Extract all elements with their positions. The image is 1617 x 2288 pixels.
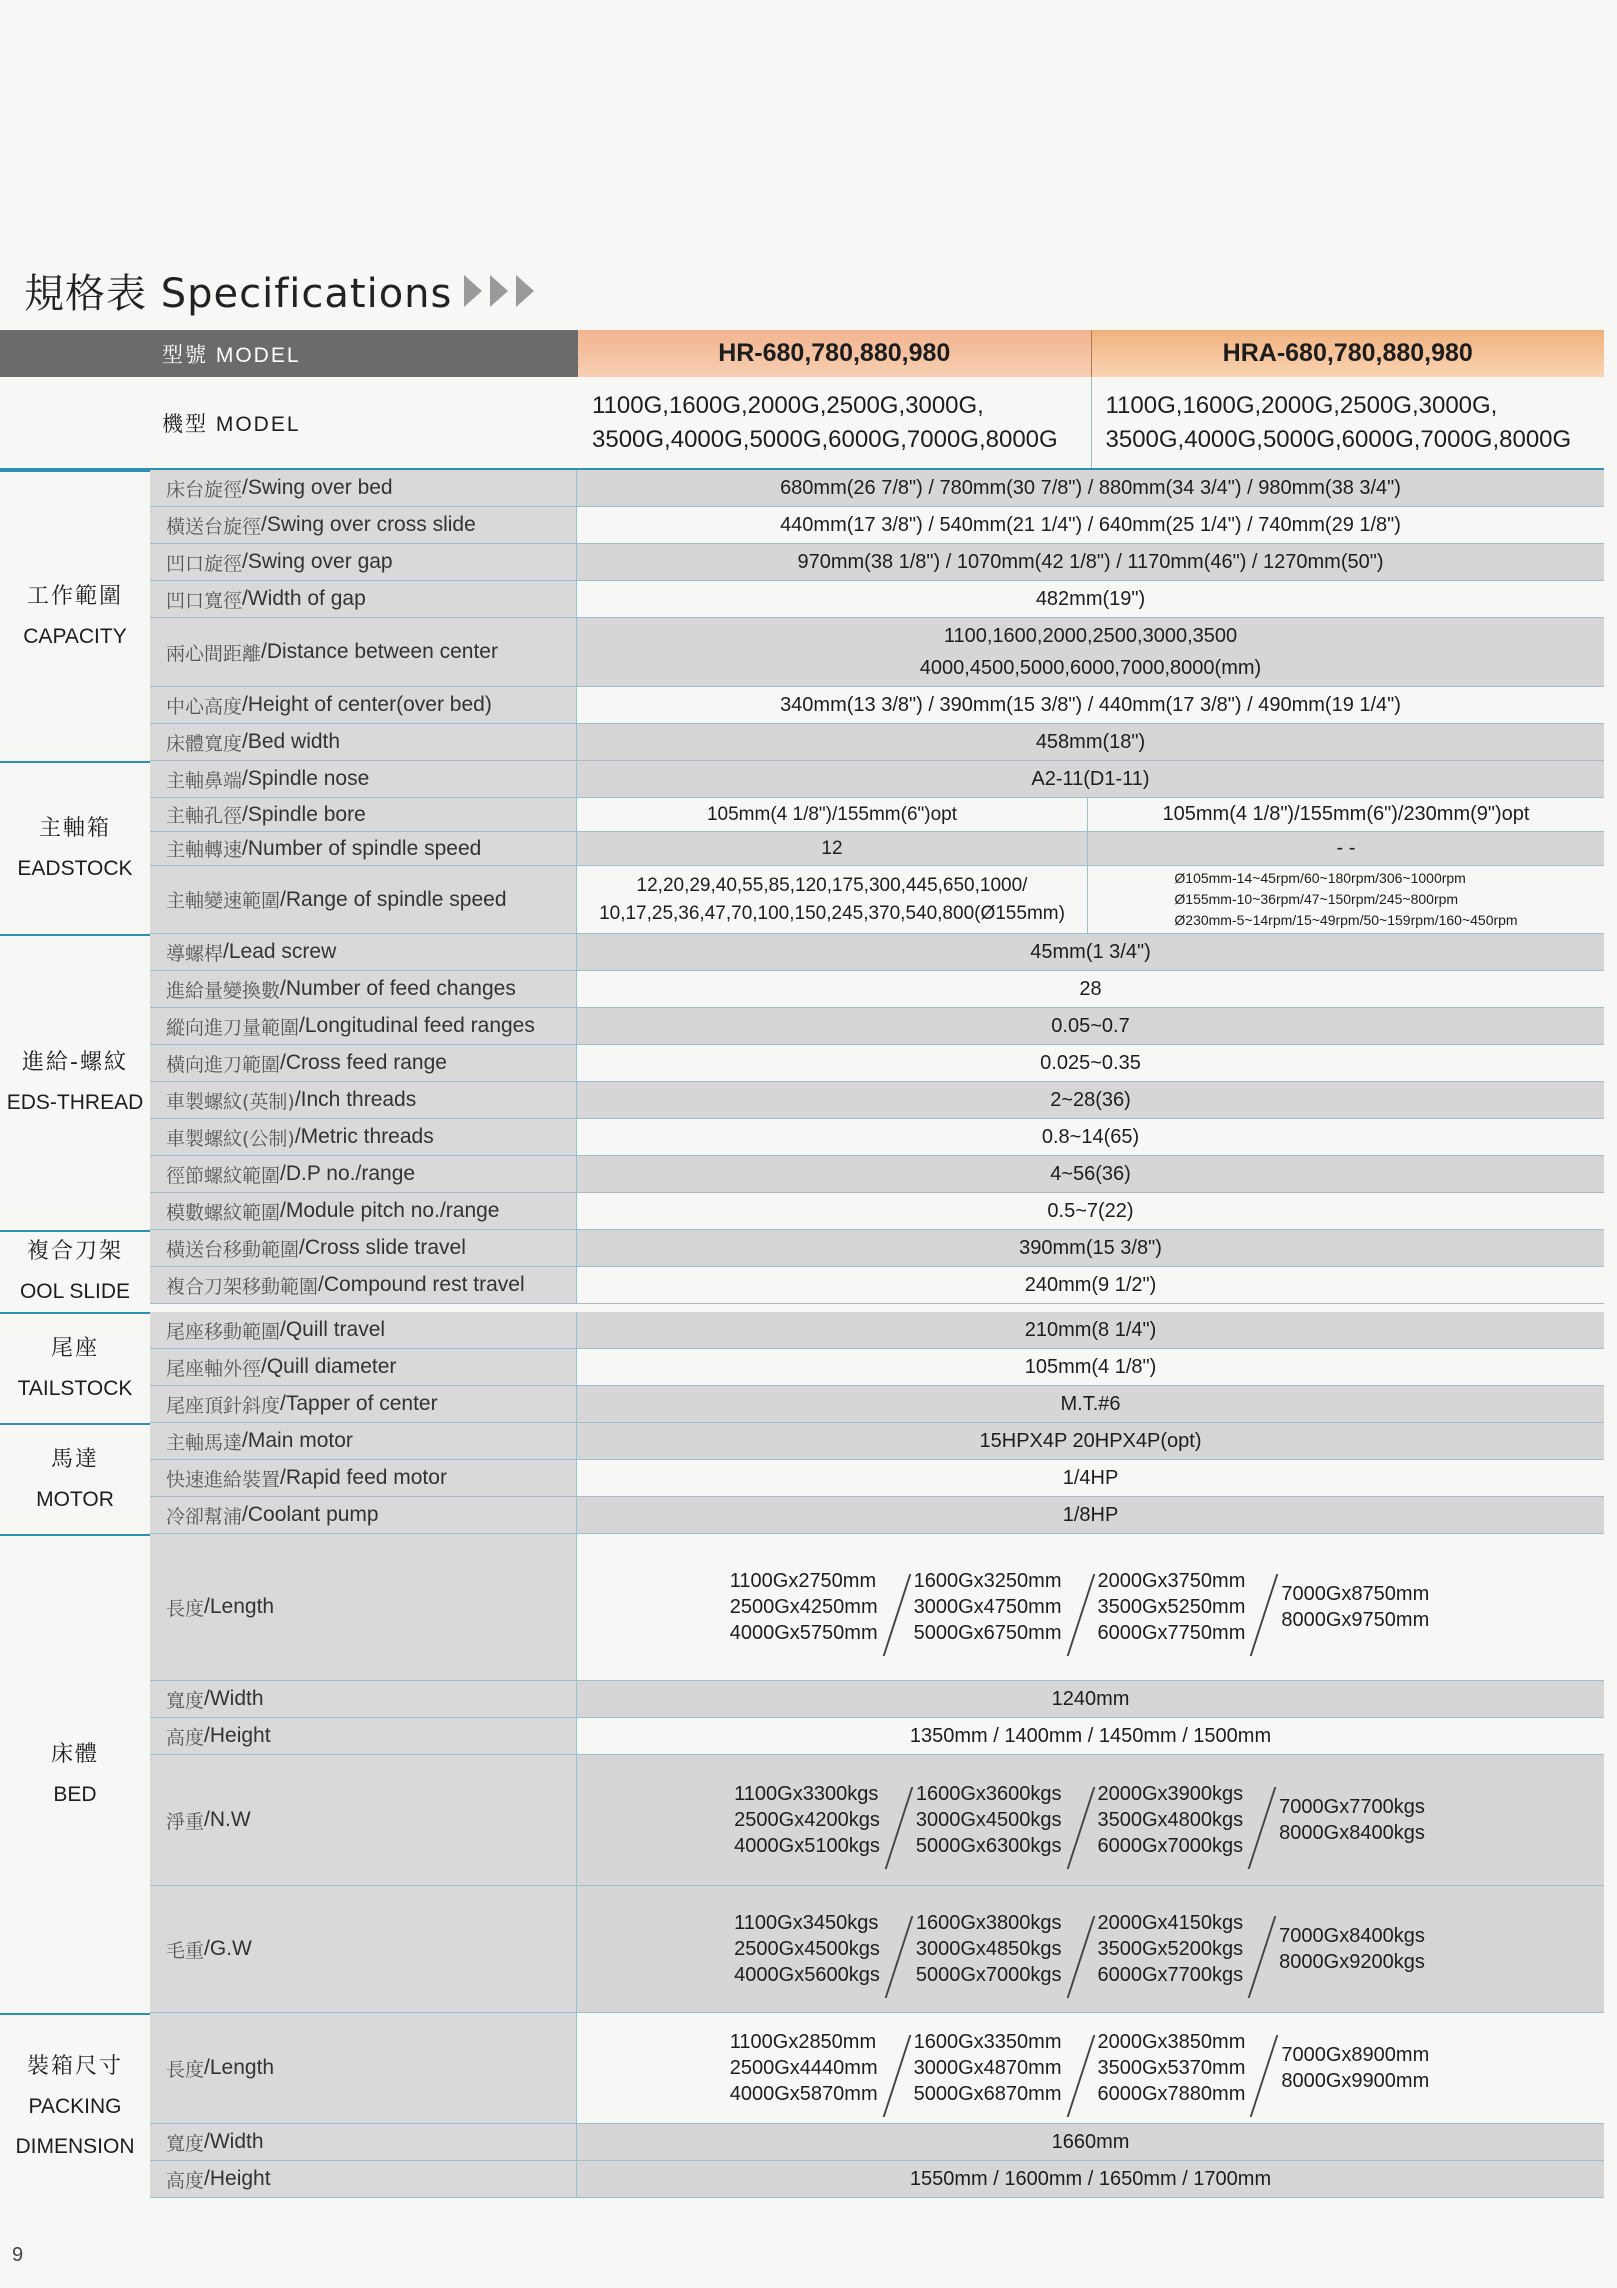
spec-row bbox=[150, 2161, 1604, 2198]
spec-row bbox=[150, 934, 1604, 971]
row-label-en: /Main motor bbox=[242, 1429, 353, 1452]
row-label bbox=[150, 2013, 577, 2123]
section-rows bbox=[150, 1534, 1604, 2013]
row-label-zh: 尾座軸外徑 bbox=[166, 1357, 262, 1380]
section-title-feeds bbox=[0, 934, 150, 1230]
section-title-en: MOTOR bbox=[36, 1487, 114, 1511]
spec-value-hr: 12,20,29,40,55,85,120,175,300,445,650,1000/ 10,17,25,36,47,70,100,150,245,370,540,800(Ø155mm) bbox=[599, 874, 1065, 924]
spec-row bbox=[150, 1312, 1604, 1349]
model-hr: HR-680,780,880,980 bbox=[578, 330, 1091, 377]
spec-row bbox=[150, 832, 1604, 866]
section-title-en: CAPACITY bbox=[23, 624, 127, 648]
section-toolslide bbox=[0, 1230, 1604, 1312]
row-label-zh: 高度 bbox=[166, 1726, 205, 1749]
row-label bbox=[150, 934, 577, 970]
spec-value: 15HPX4P 20HPX4P(opt) bbox=[979, 1430, 1202, 1452]
row-label-zh: 進給量變換數 bbox=[166, 979, 281, 1002]
spec-value: 440mm(17 3/8") / 540mm(21 1/4") / 640mm(25 1/4") / 740mm(29 1/8") bbox=[780, 514, 1401, 536]
row-label bbox=[150, 761, 577, 797]
spec-row bbox=[150, 1349, 1604, 1386]
row-label-en: /Width bbox=[204, 1687, 264, 1710]
section-packing bbox=[0, 2013, 1604, 2198]
spec-value: 1240mm bbox=[1051, 1688, 1130, 1710]
row-label-en: /G.W bbox=[204, 1937, 252, 1960]
combo-group: 1600Gx3350mm 3000Gx4870mm 5000Gx6870mm bbox=[914, 2029, 1084, 2107]
row-label-zh: 橫送台移動範圍 bbox=[166, 1238, 300, 1261]
row-label-zh: 車製螺紋(英制) bbox=[166, 1090, 295, 1113]
spec-value: 340mm(13 3/8") / 390mm(15 3/8") / 440mm(17 3/8") / 490mm(19 1/4") bbox=[780, 694, 1401, 716]
spec-value-split bbox=[577, 798, 1604, 831]
row-label-en: /Distance between center bbox=[261, 640, 498, 663]
row-label bbox=[150, 866, 577, 933]
spec-row bbox=[150, 724, 1604, 761]
row-label-zh: 兩心間距離 bbox=[166, 642, 262, 665]
spec-value: 0.025~0.35 bbox=[1040, 1052, 1141, 1074]
row-label-en: /Cross slide travel bbox=[299, 1236, 466, 1259]
type-hr: 1100G,1600G,2000G,2500G,3000G, 3500G,4000G,5000G,6000G,7000G,8000G bbox=[592, 391, 1058, 453]
spec-value: 1660mm bbox=[1051, 2131, 1130, 2153]
row-label-zh: 模數螺紋範圍 bbox=[166, 1201, 281, 1224]
row-label-zh: 尾座頂針斜度 bbox=[166, 1394, 281, 1417]
row-label-zh: 凹口旋徑 bbox=[166, 552, 243, 575]
spec-row bbox=[150, 1423, 1604, 1460]
spec-value: 970mm(38 1/8") / 1070mm(42 1/8") / 1170mm(46") / 1270mm(50") bbox=[797, 551, 1384, 573]
row-label-en: /Spindle nose bbox=[242, 767, 370, 790]
row-label-zh: 冷卻幫浦 bbox=[166, 1505, 243, 1528]
row-label-zh: 複合刀架移動範圍 bbox=[166, 1275, 319, 1298]
row-label-zh: 凹口寬徑 bbox=[166, 589, 243, 612]
row-label-en: /Range of spindle speed bbox=[280, 887, 507, 911]
combo-group: 2000Gx3900kgs 3500Gx4800kgs 6000Gx7000kgs bbox=[1098, 1781, 1266, 1859]
row-label bbox=[150, 1349, 577, 1385]
section-title-capacity bbox=[0, 470, 150, 761]
spec-row bbox=[150, 866, 1604, 934]
section-rows bbox=[150, 1230, 1604, 1312]
section-headstock bbox=[0, 761, 1604, 934]
row-label-en: /Swing over cross slide bbox=[261, 513, 476, 536]
row-label-en: /Quill travel bbox=[280, 1318, 386, 1341]
spec-value: 1/4HP bbox=[1062, 1467, 1119, 1489]
section-title-zh: 馬達 bbox=[50, 1446, 99, 1472]
section-title-zh: 尾座 bbox=[50, 1335, 99, 1361]
row-label bbox=[150, 618, 577, 686]
section-title-zh: 工作範圍 bbox=[26, 583, 123, 609]
page-number: 9 bbox=[12, 2244, 24, 2266]
row-label bbox=[150, 1718, 577, 1754]
spec-row bbox=[150, 1386, 1604, 1423]
combo-values bbox=[577, 1886, 1604, 2012]
row-label bbox=[150, 1534, 577, 1680]
row-label-en: /Length bbox=[204, 2056, 275, 2079]
row-label bbox=[150, 1886, 577, 2012]
spec-value-split bbox=[577, 866, 1604, 933]
row-label bbox=[150, 1156, 577, 1192]
row-label-zh: 長度 bbox=[166, 1597, 205, 1620]
section-title-en: TAILSTOCK bbox=[17, 1376, 133, 1400]
row-label-zh: 床台旋徑 bbox=[166, 478, 243, 501]
row-label-zh: 主軸鼻端 bbox=[166, 769, 243, 792]
spec-value: 482mm(19") bbox=[1035, 588, 1146, 610]
spec-value-hr: 105mm(4 1/8")/155mm(6")opt bbox=[706, 803, 958, 825]
row-label bbox=[150, 1386, 577, 1422]
row-label bbox=[150, 1755, 577, 1885]
section-title-en: OOL SLIDE bbox=[19, 1280, 131, 1303]
row-label-en: /Height bbox=[204, 1724, 271, 1747]
section-bed bbox=[0, 1534, 1604, 2013]
row-label bbox=[150, 470, 577, 506]
spec-row bbox=[150, 687, 1604, 724]
spec-row bbox=[150, 1534, 1604, 1681]
row-label-en: /Width bbox=[204, 2130, 264, 2153]
section-motor bbox=[0, 1423, 1604, 1534]
row-label-en: /Number of feed changes bbox=[280, 977, 516, 1000]
section-title-zh: 進給-螺紋 bbox=[22, 1050, 128, 1075]
row-label bbox=[150, 1497, 577, 1533]
spec-value: 680mm(26 7/8") / 780mm(30 7/8") / 880mm(34 3/4") / 980mm(38 3/4") bbox=[780, 477, 1401, 499]
row-label bbox=[150, 1267, 577, 1303]
spec-row bbox=[150, 544, 1604, 581]
row-label-zh: 主軸轉速 bbox=[166, 839, 243, 861]
row-label bbox=[150, 1082, 577, 1118]
combo-values bbox=[577, 2013, 1604, 2123]
section-title-zh: 複合刀架 bbox=[26, 1239, 123, 1264]
spec-row bbox=[150, 1230, 1604, 1267]
spec-value: 1350mm / 1400mm / 1450mm / 1500mm bbox=[909, 1725, 1272, 1747]
row-label-zh: 主軸變速範圍 bbox=[166, 890, 281, 912]
combo-group: 1100Gx2750mm 2500Gx4250mm 4000Gx5750mm bbox=[730, 1568, 900, 1646]
spec-row bbox=[150, 1156, 1604, 1193]
spec-value: 0.8~14(65) bbox=[1041, 1126, 1140, 1148]
spec-value: A2-11(D1-11) bbox=[1031, 768, 1150, 790]
spec-row bbox=[150, 1681, 1604, 1718]
combo-group: 7000Gx8900mm 8000Gx9900mm bbox=[1281, 2044, 1430, 2092]
combo-group: 2000Gx3850mm 3500Gx5370mm 6000Gx7880mm bbox=[1098, 2029, 1268, 2107]
row-label bbox=[150, 1119, 577, 1155]
spec-value-hr: 12 bbox=[821, 837, 843, 859]
row-label bbox=[150, 798, 577, 831]
type-label: 機型 MODEL bbox=[162, 412, 301, 436]
spec-row bbox=[150, 1045, 1604, 1082]
spec-value-hra: Ø105mm-14~45rpm/60~180rpm/306~1000rpm Ø155mm-10~36rpm/47~150rpm/245~800rpm Ø230mm-5~14rpm/15~49rpm/50~159rpm/160~450rpm bbox=[1087, 866, 1604, 933]
spec-value-hra: 105mm(4 1/8")/155mm(6")/230mm(9")opt bbox=[1087, 798, 1604, 831]
row-label-en: /Rapid feed motor bbox=[280, 1466, 447, 1489]
section-rows bbox=[150, 2013, 1604, 2198]
spec-row bbox=[150, 798, 1604, 832]
row-label-en: /Swing over bed bbox=[242, 476, 393, 499]
spec-row bbox=[150, 1008, 1604, 1045]
combo-group: 7000Gx7700kgs 8000Gx8400kgs bbox=[1279, 1796, 1425, 1844]
section-title-bed bbox=[0, 1534, 150, 2013]
spec-value: 105mm(4 1/8") bbox=[1024, 1356, 1157, 1378]
row-label-zh: 寬度 bbox=[166, 1689, 205, 1712]
row-label bbox=[150, 1230, 577, 1266]
spec-row bbox=[150, 1119, 1604, 1156]
row-label bbox=[150, 687, 577, 723]
section-title-zh: 主軸箱 bbox=[38, 815, 111, 841]
row-label-zh: 橫向進刀範圍 bbox=[166, 1053, 281, 1076]
row-label-en: /Spindle bore bbox=[242, 802, 366, 826]
spec-value: 0.05~0.7 bbox=[1051, 1015, 1130, 1037]
section-title-tailstock bbox=[0, 1312, 150, 1423]
row-label-zh: 徑節螺紋範圍 bbox=[166, 1164, 281, 1187]
spec-value: 390mm(15 3/8") bbox=[1019, 1237, 1162, 1259]
spec-row bbox=[150, 470, 1604, 507]
row-label-zh: 毛重 bbox=[166, 1939, 205, 1962]
spec-row bbox=[150, 581, 1604, 618]
row-label-zh: 高度 bbox=[166, 2169, 205, 2192]
combo-group: 2000Gx4150kgs 3500Gx5200kgs 6000Gx7700kgs bbox=[1098, 1910, 1266, 1988]
type-hra: 1100G,1600G,2000G,2500G,3000G, 3500G,4000G,5000G,6000G,7000G,8000G bbox=[1091, 377, 1605, 468]
combo-group: 1100Gx3300kgs 2500Gx4200kgs 4000Gx5100kgs bbox=[734, 1781, 902, 1859]
row-label-zh: 尾座移動範圍 bbox=[166, 1320, 281, 1343]
section-rows bbox=[150, 761, 1604, 934]
spec-row bbox=[150, 2124, 1604, 2161]
page-title: 規格表 Specifications bbox=[24, 262, 542, 319]
spec-value: 2~28(36) bbox=[1050, 1089, 1131, 1111]
section-title-en: BED bbox=[53, 1782, 97, 1806]
spec-value: 458mm(18") bbox=[1035, 731, 1146, 753]
row-label-zh: 主軸孔徑 bbox=[166, 805, 243, 827]
section-rows bbox=[150, 470, 1604, 761]
row-label bbox=[150, 1193, 577, 1229]
model-hra: HRA-680,780,880,980 bbox=[1091, 330, 1605, 377]
row-label-zh: 快速進給裝置 bbox=[166, 1468, 281, 1491]
spec-row bbox=[150, 761, 1604, 798]
title-arrows-icon bbox=[464, 275, 542, 307]
section-title-motor bbox=[0, 1423, 150, 1534]
row-label-en: /Inch threads bbox=[294, 1088, 417, 1111]
spec-row bbox=[150, 618, 1604, 687]
combo-values bbox=[577, 1534, 1604, 1680]
row-label bbox=[150, 724, 577, 760]
row-label-en: /Metric threads bbox=[294, 1125, 434, 1148]
row-label-zh: 橫送台旋徑 bbox=[166, 515, 262, 538]
row-label-en: /Lead screw bbox=[223, 940, 337, 963]
section-rows bbox=[150, 1423, 1604, 1534]
row-label-en: /Module pitch no./range bbox=[280, 1199, 500, 1222]
combo-group: 1100Gx2850mm 2500Gx4440mm 4000Gx5870mm bbox=[730, 2029, 900, 2107]
section-capacity bbox=[0, 470, 1604, 761]
row-label-zh: 長度 bbox=[166, 2058, 205, 2081]
section-rows bbox=[150, 934, 1604, 1230]
combo-group: 7000Gx8400kgs 8000Gx9200kgs bbox=[1279, 1925, 1425, 1973]
row-label-en: /Number of spindle speed bbox=[242, 836, 482, 860]
row-label-en: /Bed width bbox=[242, 730, 341, 753]
section-title-zh: 裝箱尺寸 bbox=[26, 2053, 123, 2079]
combo-values bbox=[577, 1755, 1604, 1885]
row-label-en: /Compound rest travel bbox=[318, 1273, 525, 1296]
row-label-en: /Coolant pump bbox=[242, 1503, 379, 1526]
row-label-en: /Cross feed range bbox=[280, 1051, 447, 1074]
spec-value: 1/8HP bbox=[1062, 1504, 1119, 1526]
combo-group: 7000Gx8750mm 8000Gx9750mm bbox=[1281, 1583, 1430, 1631]
row-label-zh: 車製螺紋(公制) bbox=[166, 1127, 295, 1150]
spec-row bbox=[150, 1267, 1604, 1304]
spec-value: 1550mm / 1600mm / 1650mm / 1700mm bbox=[909, 2168, 1272, 2190]
row-label-en: /Height of center(over bed) bbox=[242, 693, 492, 716]
section-title-en: PACKING bbox=[28, 2094, 122, 2118]
spec-value: 210mm(8 1/4") bbox=[1024, 1319, 1157, 1341]
section-title-zh: 床體 bbox=[50, 1741, 99, 1767]
machine-type-row bbox=[0, 377, 1604, 470]
spec-value: 1100,1600,2000,2500,3000,3500 4000,4500,5000,6000,7000,8000(mm) bbox=[919, 625, 1262, 679]
row-label-en: /Quill diameter bbox=[261, 1355, 397, 1378]
spec-value: 28 bbox=[1079, 978, 1102, 1000]
row-label-zh: 寬度 bbox=[166, 2132, 205, 2155]
spec-row bbox=[150, 1460, 1604, 1497]
row-label-en: /N.W bbox=[204, 1808, 251, 1831]
row-label-zh: 縱向進刀量範圍 bbox=[166, 1016, 300, 1039]
section-title-en: EADSTOCK bbox=[17, 856, 133, 880]
section-title-packing bbox=[0, 2013, 150, 2198]
combo-group: 1600Gx3800kgs 3000Gx4850kgs 5000Gx7000kgs bbox=[916, 1910, 1084, 1988]
spec-row bbox=[150, 507, 1604, 544]
section-feeds bbox=[0, 934, 1604, 1230]
row-label-en: /Width of gap bbox=[242, 587, 366, 610]
spec-row bbox=[150, 2013, 1604, 2124]
spec-value: M.T.#6 bbox=[1060, 1393, 1121, 1415]
spec-table bbox=[0, 330, 1604, 2198]
combo-group: 1600Gx3250mm 3000Gx4750mm 5000Gx6750mm bbox=[914, 1568, 1084, 1646]
section-title-en: EDS-THREAD bbox=[6, 1091, 144, 1114]
spec-value: 4~56(36) bbox=[1050, 1163, 1131, 1185]
row-label-zh: 導螺桿 bbox=[166, 942, 224, 965]
row-label bbox=[150, 1681, 577, 1717]
row-label-en: /D.P no./range bbox=[280, 1162, 416, 1185]
row-label bbox=[150, 507, 577, 543]
combo-group: 1100Gx3450kgs 2500Gx4500kgs 4000Gx5600kgs bbox=[734, 1910, 902, 1988]
row-label bbox=[150, 581, 577, 617]
spec-row bbox=[150, 1497, 1604, 1534]
spec-row bbox=[150, 1082, 1604, 1119]
row-label-en: /Tapper of center bbox=[280, 1392, 438, 1415]
row-label bbox=[150, 2124, 577, 2160]
spec-row bbox=[150, 971, 1604, 1008]
spec-row bbox=[150, 1193, 1604, 1230]
row-label-en: /Longitudinal feed ranges bbox=[299, 1014, 535, 1037]
spec-sections bbox=[0, 470, 1604, 2198]
row-label-zh: 中心高度 bbox=[166, 695, 243, 718]
spec-value: 45mm(1 3/4") bbox=[1030, 941, 1151, 963]
row-label-en: /Swing over gap bbox=[242, 550, 393, 573]
row-label bbox=[150, 1045, 577, 1081]
section-tailstock bbox=[0, 1312, 1604, 1423]
row-label bbox=[150, 544, 577, 580]
spec-row bbox=[150, 1718, 1604, 1755]
row-label-en: /Height bbox=[204, 2167, 271, 2190]
row-label bbox=[150, 832, 577, 865]
spec-value-hra: - - bbox=[1087, 832, 1604, 865]
row-label bbox=[150, 1312, 577, 1348]
spec-value: 0.5~7(22) bbox=[1047, 1200, 1134, 1222]
combo-group: 2000Gx3750mm 3500Gx5250mm 6000Gx7750mm bbox=[1098, 1568, 1268, 1646]
row-label bbox=[150, 971, 577, 1007]
combo-group: 1600Gx3600kgs 3000Gx4500kgs 5000Gx6300kgs bbox=[916, 1781, 1084, 1859]
row-label bbox=[150, 1460, 577, 1496]
section-title-toolslide bbox=[0, 1230, 150, 1312]
spec-value: 240mm(9 1/2") bbox=[1024, 1274, 1157, 1296]
section-title-headstock bbox=[0, 761, 150, 934]
row-label bbox=[150, 1008, 577, 1044]
section-title-en2: DIMENSION bbox=[15, 2134, 135, 2158]
row-label-en: /Length bbox=[204, 1595, 275, 1618]
row-label-zh: 主軸馬達 bbox=[166, 1431, 243, 1454]
row-label bbox=[150, 1423, 577, 1459]
model-header-row bbox=[0, 330, 1604, 377]
spec-row bbox=[150, 1886, 1604, 2013]
spec-value-split bbox=[577, 832, 1604, 865]
model-label: 型號 MODEL bbox=[0, 330, 578, 377]
section-rows bbox=[150, 1312, 1604, 1423]
row-label bbox=[150, 2161, 577, 2197]
row-label-zh: 床體寬度 bbox=[166, 732, 243, 755]
row-label-zh: 淨重 bbox=[166, 1810, 205, 1833]
spec-row bbox=[150, 1755, 1604, 1886]
